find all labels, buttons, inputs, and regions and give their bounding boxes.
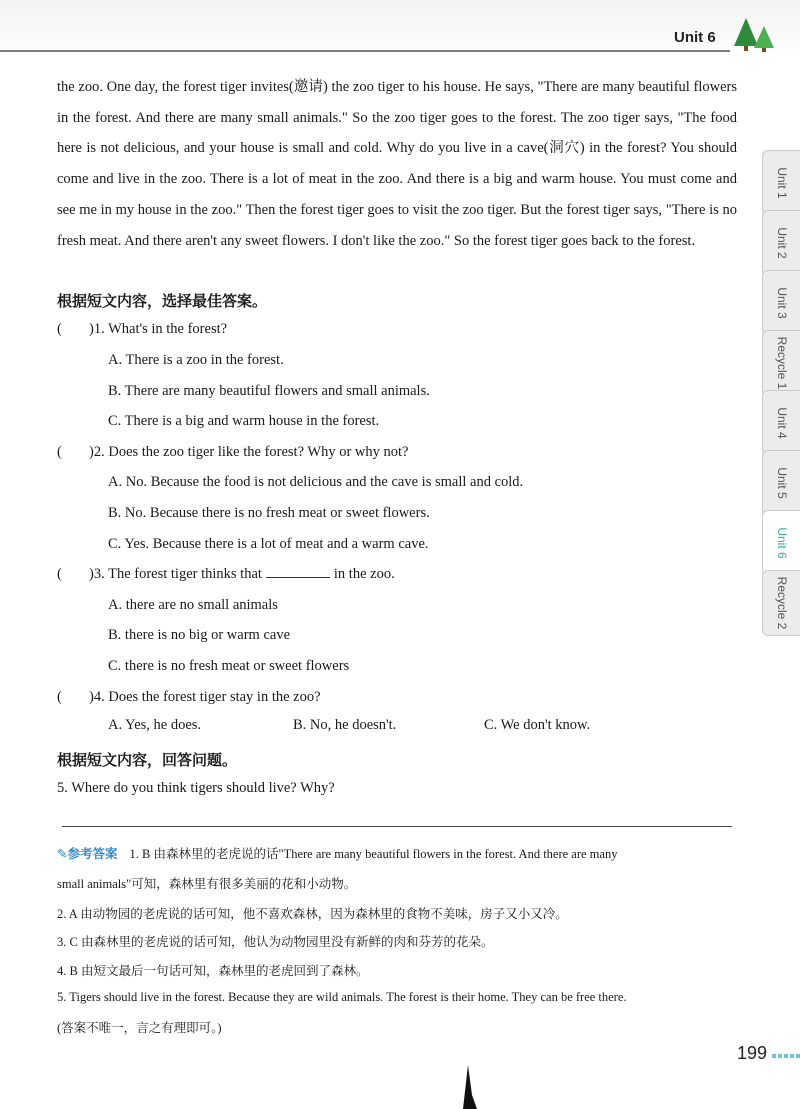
q2-option-a: A. No. Because the food is not delicious and the cave is small and cold. [108,474,524,490]
question-4-text: 4. Does the forest tiger stay in the zoo? [93,689,321,705]
answer-5-line1: 5. Tigers should live in the forest. Because they are wild animals. The forest is their home. They can be free there. [57,990,627,1004]
question-2-text: 2. Does the zoo tiger like the forest? Why or why not? [93,444,409,460]
question-4 [57,689,321,706]
reading-passage [57,72,737,256]
q1-option-c: C. There is a big and warm house in the forest. [108,413,380,429]
page-number: 199 [737,1043,768,1063]
question-3 [57,566,395,583]
page-number-dots [772,1054,800,1058]
question-5: 5. Where do you think tigers should live? Why? [57,780,335,796]
trees-icon [730,16,776,52]
q2-option-c: C. Yes. Because there is a lot of meat and a warm cave. [108,536,429,552]
tab-unit-5[interactable]: Unit 5 [762,450,800,516]
q3-option-b: B. there is no big or warm cave [108,627,291,643]
tab-unit-1[interactable]: Unit 1 [762,150,800,216]
answer-divider [62,826,732,827]
answer-1-line2: small animals"可知，森林里有很多美丽的花和小动物。 [57,877,357,891]
answer-paren-open: ( [57,444,62,460]
question-2 [57,444,408,461]
header-rule [0,50,730,52]
section2-title: 根据短文内容，回答问题。 [57,751,238,769]
tab-recycle-2[interactable]: Recycle 2 [762,570,800,636]
tab-recycle-1[interactable]: Recycle 1 [762,330,800,396]
answer-paren-open: ( [57,321,62,337]
q1-option-b: B. There are many beautiful flowers and small animals. [108,383,430,399]
answer-2: 2. A 由动物园的老虎说的话可知，他不喜欢森林，因为森林里的食物不美味，房子又小又冷。 [57,907,568,921]
answer-paren-close: ) [89,321,94,337]
tab-unit-6[interactable]: Unit 6 [762,510,800,576]
answer-paren-close: ) [89,566,94,582]
tab-unit-3[interactable]: Unit 3 [762,270,800,336]
tab-unit-2[interactable]: Unit 2 [762,210,800,276]
fill-blank [266,577,330,578]
tab-unit-4[interactable]: Unit 4 [762,390,800,456]
section1-title: 根据短文内容，选择最佳答案。 [57,292,268,310]
question-1-text: 1. What's in the forest? [93,321,228,337]
answer-paren-open: ( [57,566,62,582]
answer-key-tag: ✎参考答案 [57,846,118,861]
question-1 [57,321,227,338]
answer-paren-open: ( [57,689,62,705]
q2-option-b: B. No. Because there is no fresh meat or sweet flowers. [108,505,430,521]
unit-label: Unit 6 [674,29,716,46]
passage-text: the zoo. One day, the forest tiger invites(邀请) the zoo tiger to his house. He says, "There are many beautiful flowers in the forest. And there are many small animals." So the zoo tiger goes to the forest. The zoo tiger says, "The food here is not delicious, and your house is small and cold. Why do you live in a cave(洞穴) in the forest? You should come and live in the zoo. There is a lot of meat in the zoo. And there is a big and warm house. You must come and see me in my house in the zoo." Then the forest tiger goes to visit the zoo tiger. But the forest tiger says, "There is no fresh meat. And there aren't any sweet flowers. I don't like the zoo." So the forest tiger goes back to the forest. [57,79,737,249]
answer-paren-close: ) [89,444,94,460]
q3-option-c: C. there is no fresh meat or sweet flowers [108,658,350,674]
answer-1 [57,844,617,862]
q4-option-a: A. Yes, he does. [108,717,202,733]
answer-1-line1: 1. B 由森林里的老虎说的话"There are many beautiful flowers in the forest. And there are many [129,847,618,861]
answer-4: 4. B 由短文最后一句话可知，森林里的老虎回到了森林。 [57,964,369,978]
q1-option-a: A. There is a zoo in the forest. [108,352,284,368]
answer-paren-close: ) [89,689,94,705]
answer-3: 3. C 由森林里的老虎说的话可知，他认为动物园里没有新鲜的肉和芬芳的花朵。 [57,935,494,949]
question-3-text-after: in the zoo. [333,566,395,582]
q4-option-c: C. We don't know. [484,717,591,733]
pencil-icon: ✎ [57,846,68,861]
q4-option-b: B. No, he doesn't. [293,717,397,733]
question-3-text-before: 3. The forest tiger thinks that [93,566,262,582]
binding-mark-icon [463,1065,483,1109]
answer-5-line2: (答案不唯一，言之有理即可。) [57,1021,222,1035]
q3-option-a: A. there are no small animals [108,597,278,613]
